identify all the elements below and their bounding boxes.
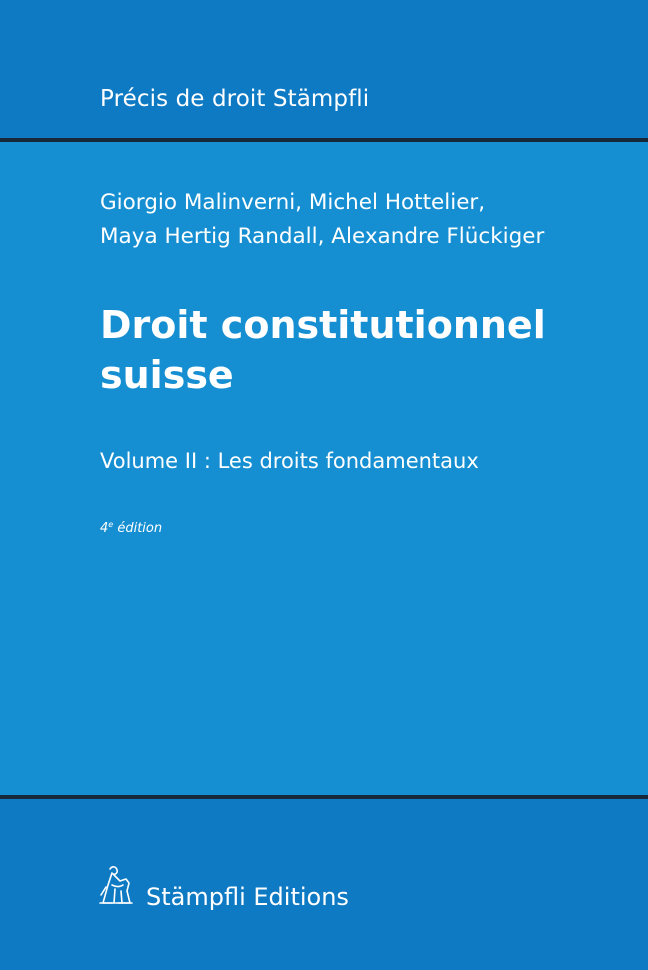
edition-suffix: e xyxy=(108,520,114,529)
authors-line-1: Giorgio Malinverni, Michel Hottelier, xyxy=(100,190,486,215)
book-subtitle: Volume II : Les droits fondamentaux xyxy=(100,449,479,473)
authors-line-2: Maya Hertig Randall, Alexandre Flückiger xyxy=(100,224,545,249)
stampfli-logo-icon xyxy=(96,863,136,911)
book-title-line-1: Droit constitutionnel xyxy=(100,303,546,347)
edition-word: édition xyxy=(113,521,163,536)
edition-number: 4 xyxy=(100,521,109,536)
book-title xyxy=(100,300,546,400)
book-title-line-2: suisse xyxy=(100,353,234,397)
edition-label xyxy=(100,520,162,536)
authors xyxy=(100,186,544,254)
publisher xyxy=(96,862,349,912)
series-title: Précis de droit Stämpfli xyxy=(100,86,370,112)
top-band xyxy=(0,0,648,140)
publisher-name: Stämpfli Editions xyxy=(146,883,349,911)
